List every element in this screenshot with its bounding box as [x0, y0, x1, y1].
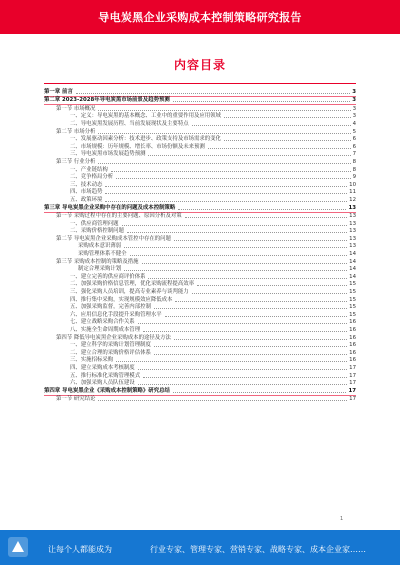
toc-entry[interactable] — [44, 235, 356, 243]
toc-entry[interactable] — [44, 158, 356, 166]
toc-entry[interactable] — [44, 296, 356, 304]
footer-tags: 行业专家、管理专家、营销专家、战略专家、成本企业家…… — [150, 545, 366, 554]
toc-leader-dots — [148, 155, 350, 156]
toc-entry-label: 第一节 研究结论 — [56, 396, 96, 403]
toc-entry-page: 14 — [349, 251, 356, 258]
toc-entry[interactable] — [44, 258, 356, 266]
toc-entry-page: 6 — [352, 136, 356, 143]
toc-entry-label: 第四章 导电炭黑企业《采购成本控制策略》研究总结 — [44, 387, 170, 394]
toc-entry[interactable] — [44, 88, 356, 96]
toc-entry[interactable] — [44, 220, 356, 228]
toc-entry-label: 第三节 采购成本控制的策略及措施 — [56, 258, 139, 265]
toc-leader-dots — [98, 163, 350, 164]
toc-leader-dots — [208, 148, 351, 149]
page-number: 1 — [340, 516, 344, 522]
toc-entry[interactable] — [44, 281, 356, 289]
toc-entry-label: 六、应用信息化手段提升采购管理水平 — [70, 311, 162, 318]
toc-entry[interactable] — [44, 396, 356, 404]
toc-entry-label: 一、建立科学的采购计划管理制度 — [70, 342, 151, 349]
toc-entry[interactable] — [44, 174, 356, 182]
toc-leader-dots — [192, 293, 348, 294]
toc-entry-page: 3 — [352, 97, 356, 104]
toc-entry-page: 8 — [352, 166, 356, 173]
toc-entry-page: 17 — [348, 387, 356, 394]
toc-leader-dots — [174, 339, 347, 340]
toc-entry-label: 第三节 行业分析 — [56, 158, 96, 165]
toc-entry-page: 3 — [352, 88, 356, 95]
toc-entry[interactable] — [44, 113, 356, 121]
toc-leader-dots — [111, 171, 351, 172]
toc-entry[interactable] — [44, 387, 356, 395]
logo-icon — [6, 535, 30, 559]
toc-entry-page: 12 — [349, 196, 356, 203]
toc-leader-dots — [127, 232, 347, 233]
toc-entry-page: 15 — [349, 289, 356, 296]
toc-entry-page: 16 — [349, 342, 356, 349]
toc-leader-dots — [143, 377, 347, 378]
toc-entry-page: 10 — [349, 181, 356, 188]
toc-entry-label: 第四节 降低导电炭黑企业采购成本的途径及方法 — [56, 334, 171, 341]
toc-entry[interactable] — [44, 288, 356, 296]
toc-entry-label: 第二节 导电炭黑企业采购成本管控中存在的问题 — [56, 235, 171, 242]
table-of-contents — [44, 88, 356, 403]
toc-leader-dots — [124, 270, 347, 271]
toc-entry[interactable] — [44, 319, 356, 327]
toc-entry-page: 15 — [349, 304, 356, 311]
toc-leader-dots — [142, 263, 348, 264]
toc-entry-label: 二、市场规模：历年规模、增长率、市场份额及未来预测 — [70, 143, 205, 150]
toc-entry-page: 17 — [349, 372, 356, 379]
toc-entry-label: 第二章 2023-2028年导电炭黑市场前景及趋势预测 — [44, 97, 170, 104]
toc-leader-dots — [154, 346, 347, 347]
toc-leader-dots — [105, 193, 347, 194]
toc-entry-label: 八、实施全生命周期成本管理 — [70, 327, 141, 333]
toc-entry-label: 三、导电炭黑市场发展趋势预测 — [70, 151, 146, 158]
toc-entry-page: 14 — [349, 258, 356, 265]
toc-entry-label: 一、建立完善的供应商评价体系 — [70, 273, 146, 280]
report-title: 导电炭黑企业采购成本控制策略研究报告 — [98, 11, 302, 24]
toc-entry-label: 一、定义：导电炭黑的基本概念、工业中的重要作用及应用领域 — [70, 113, 221, 120]
toc-entry-page: 6 — [352, 143, 356, 150]
toc-leader-dots — [138, 369, 347, 370]
toc-leader-dots — [124, 247, 347, 248]
toc-entry-label: 五、政策环境 — [70, 196, 103, 203]
toc-entry-page: 3 — [352, 113, 356, 120]
toc-entry-label: 制定合理采购计划 — [78, 266, 122, 273]
toc-heading: 内容目录 — [173, 58, 226, 72]
toc-entry-page: 13 — [348, 204, 356, 211]
toc-entry-label: 二、采购价格控制问题 — [70, 228, 124, 235]
toc-leader-dots — [178, 209, 346, 210]
toc-leader-dots — [224, 117, 351, 118]
toc-leader-dots — [138, 323, 347, 324]
toc-entry[interactable] — [44, 334, 356, 342]
toc-entry-label: 第一章 前言 — [44, 88, 73, 95]
toc-leader-dots — [98, 133, 350, 134]
toc-entry[interactable] — [44, 311, 356, 319]
toc-entry[interactable] — [44, 342, 356, 350]
toc-leader-dots — [122, 225, 348, 226]
toc-entry-page: 5 — [352, 128, 356, 135]
toc-entry-page: 14 — [349, 266, 356, 273]
toc-entry-label: 二、导电炭黑发展历程、当前发展现状及主要特点 — [70, 120, 189, 127]
toc-entry-label: 采购成本意识薄弱 — [78, 243, 122, 250]
toc-entry-label: 五、推行标准化采购管理模式 — [70, 372, 141, 379]
toc-entry-page: 15 — [349, 311, 356, 318]
toc-entry[interactable] — [44, 326, 356, 334]
toc-entry-page: 13 — [349, 213, 356, 220]
toc-entry-label: 二、加强采购价格信息管理，优化采购流程提高效率 — [70, 281, 194, 288]
toc-entry-page: 11 — [349, 189, 356, 196]
toc-entry-label: 二、建立合理的采购价格评估体系 — [70, 349, 151, 356]
toc-entry-page: 7 — [352, 151, 356, 158]
toc-entry-page: 9 — [352, 174, 356, 181]
toc-leader-dots — [154, 354, 347, 355]
toc-entry-page: 17 — [349, 380, 356, 387]
toc-entry[interactable] — [44, 143, 356, 151]
toc-entry-label: 第三章 导电炭黑企业采购中存在的问题及成本控制策略 — [44, 204, 176, 211]
toc-top-rule — [44, 83, 356, 84]
toc-entry-page: 16 — [349, 319, 356, 326]
toc-leader-dots — [138, 384, 347, 385]
toc-entry-label: 三、技术动态 — [70, 181, 103, 188]
toc-leader-dots — [105, 186, 347, 187]
toc-entry[interactable] — [44, 97, 356, 105]
toc-entry[interactable] — [44, 228, 356, 236]
toc-entry-page: 13 — [349, 228, 356, 235]
toc-leader-dots — [98, 110, 350, 111]
toc-entry[interactable] — [44, 266, 356, 274]
toc-entry-label: 四、建立采购成本考核制度 — [70, 364, 135, 371]
toc-entry-label: 三、强化采购人员培训，提高专业素养与谈判能力 — [70, 289, 189, 296]
toc-entry-page: 13 — [349, 220, 356, 227]
toc-entry-label: 第一节 市场概况 — [56, 105, 96, 112]
toc-entry-page: 16 — [349, 327, 356, 333]
toc-entry[interactable] — [44, 304, 356, 312]
toc-entry[interactable] — [44, 128, 356, 136]
toc-leader-dots — [173, 101, 350, 102]
toc-leader-dots — [105, 201, 347, 202]
toc-entry-label: 二、竞争格局分析 — [70, 174, 114, 181]
toc-entry[interactable] — [44, 273, 356, 281]
toc-entry-label: 一、产业链结构 — [70, 166, 108, 173]
toc-leader-dots — [197, 285, 347, 286]
toc-entry-page: 17 — [349, 396, 356, 403]
toc-entry-page: 4 — [352, 120, 356, 127]
toc-entry-label: 一、供应商管理问题 — [70, 220, 119, 227]
toc-entry-page: 3 — [352, 105, 356, 112]
toc-leader-dots — [175, 301, 347, 302]
toc-entry[interactable] — [44, 151, 356, 159]
toc-entry-page: 14 — [349, 273, 356, 280]
toc-entry[interactable] — [44, 250, 356, 258]
toc-entry-label: 采购管理体系不健全 — [78, 251, 127, 258]
toc-leader-dots — [185, 217, 347, 218]
toc-entry-label: 四、市场趋势 — [70, 189, 103, 196]
toc-entry-label: 五、加强采购监督，完善内部控制 — [70, 304, 151, 311]
toc-entry[interactable] — [44, 357, 356, 365]
toc-entry[interactable] — [44, 166, 356, 174]
toc-entry[interactable] — [44, 196, 356, 204]
toc-entry-label: 六、加强采购人员队伍建设 — [70, 380, 135, 387]
toc-leader-dots — [173, 392, 347, 393]
toc-entry[interactable] — [44, 372, 356, 380]
toc-entry[interactable] — [44, 189, 356, 197]
toc-entry-page: 16 — [349, 349, 356, 356]
toc-leader-dots — [116, 178, 350, 179]
toc-entry-page: 13 — [349, 243, 356, 250]
toc-leader-dots — [148, 278, 347, 279]
toc-entry[interactable] — [44, 136, 356, 144]
toc-entry[interactable] — [44, 243, 356, 251]
footer-slogan: 让每个人都能成为 — [48, 545, 112, 554]
toc-leader-dots — [154, 308, 347, 309]
toc-leader-dots — [98, 400, 347, 401]
toc-entry[interactable] — [44, 349, 356, 357]
toc-entry-page: 15 — [349, 296, 356, 303]
toc-entry[interactable] — [44, 364, 356, 372]
toc-entry[interactable] — [44, 380, 356, 388]
toc-entry-page: 13 — [349, 235, 356, 242]
toc-entry-label: 第二节 市场分析 — [56, 128, 96, 135]
toc-entry-page: 15 — [349, 281, 356, 288]
toc-entry-page: 17 — [349, 364, 356, 371]
toc-entry-label: 第一节 采购过程中存在的主要问题、原因分析及对策 — [56, 213, 182, 220]
toc-entry-label: 四、推行集中采购，实现规模效应降低成本 — [70, 296, 173, 303]
toc-entry-page: 8 — [352, 158, 356, 165]
toc-leader-dots — [116, 361, 347, 362]
toc-entry[interactable] — [44, 213, 356, 221]
toc-entry[interactable] — [44, 120, 356, 128]
toc-entry-page: 16 — [349, 357, 356, 364]
toc-entry[interactable] — [44, 181, 356, 189]
toc-leader-dots — [174, 240, 347, 241]
toc-entry[interactable] — [44, 204, 356, 212]
toc-entry-page: 16 — [349, 334, 356, 341]
toc-entry-label: 七、建立战略采购合作关系 — [70, 319, 135, 326]
toc-leader-dots — [224, 140, 351, 141]
toc-leader-dots — [143, 331, 347, 332]
toc-leader-dots — [165, 316, 347, 317]
toc-entry-label: 一、发展驱动因素分析：技术进步、政策支持及市场需求的变化 — [70, 136, 221, 143]
toc-entry-label: 三、实施招标采购 — [70, 357, 114, 364]
toc-leader-dots — [192, 125, 351, 126]
toc-leader-dots — [76, 93, 350, 94]
toc-entry[interactable] — [44, 105, 356, 113]
toc-leader-dots — [130, 255, 348, 256]
